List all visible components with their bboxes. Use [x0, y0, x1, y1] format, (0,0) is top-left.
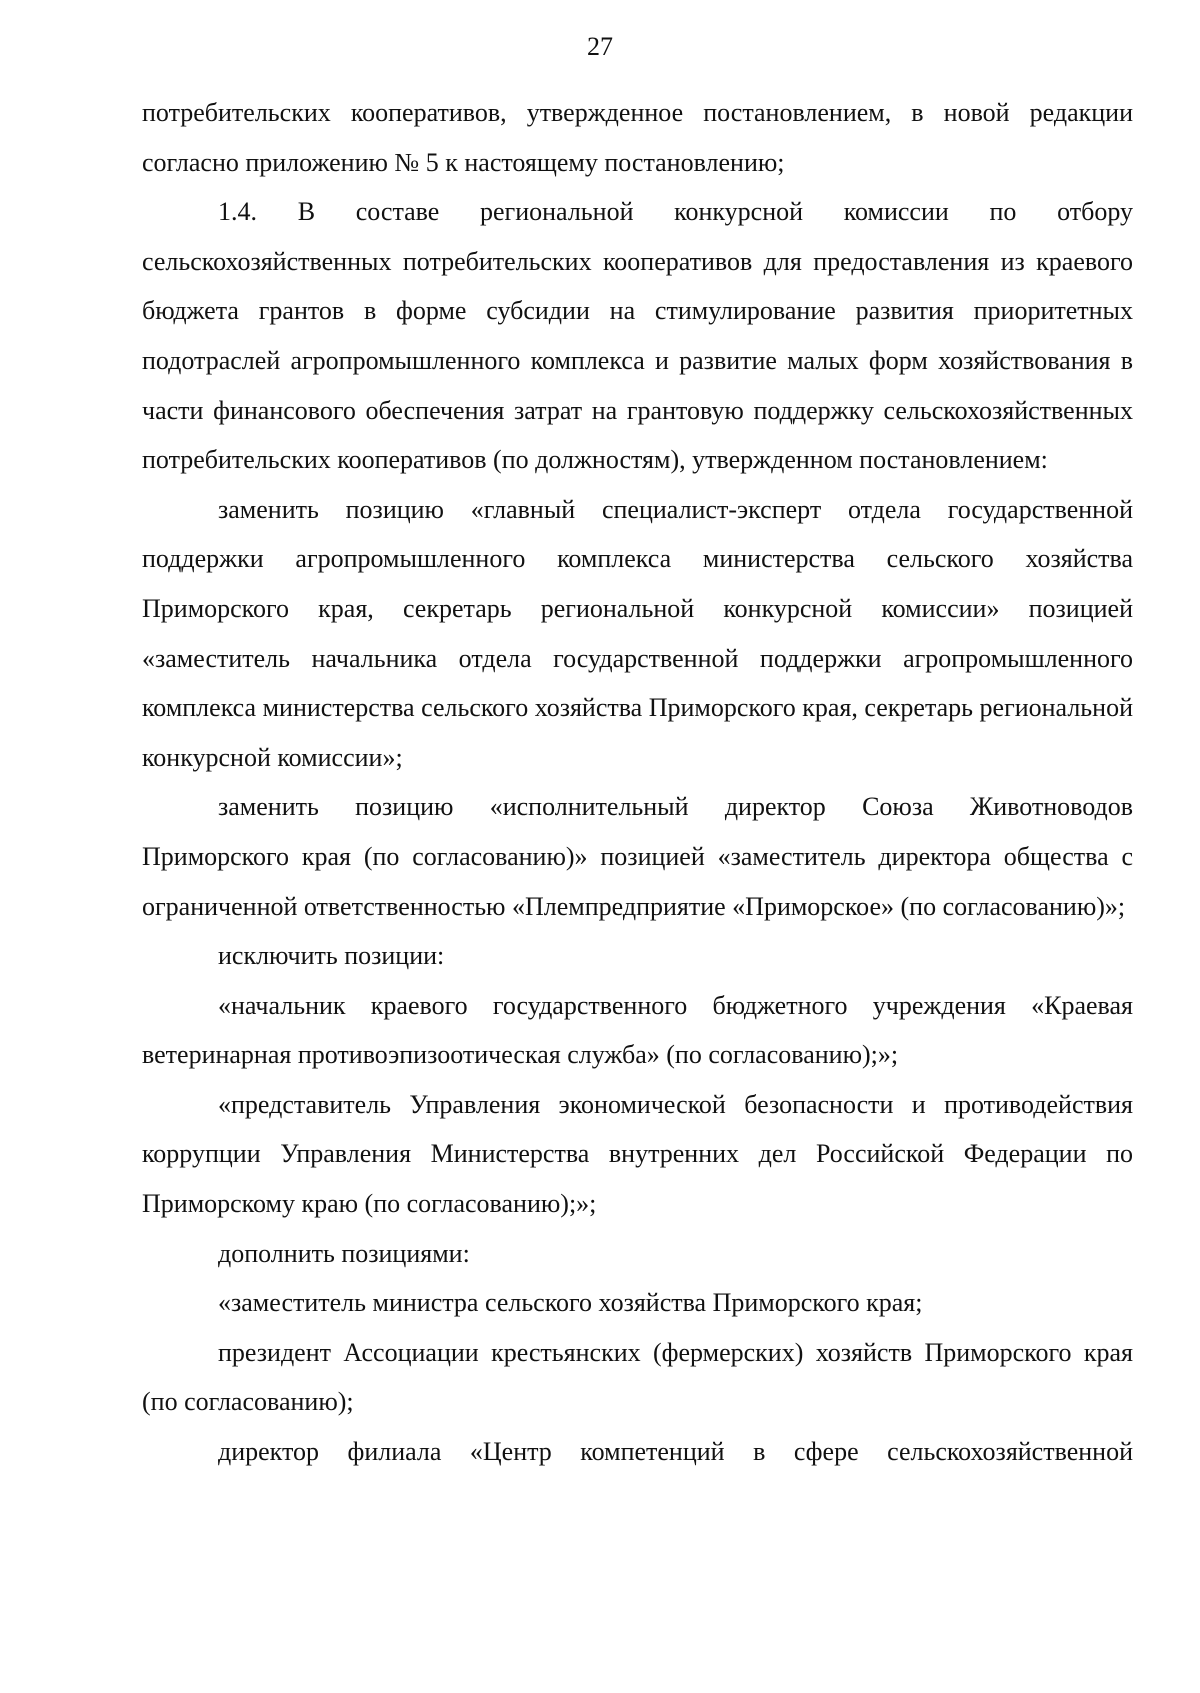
paragraph-replace-position-2: заменить позицию «исполнительный директор Союза Животноводов Приморского края (по согласованию)» позицией «заместитель директора общества с ограниченной ответственностью «Племпредприятие «Приморское» (по согласованию)»;	[142, 792, 1133, 921]
paragraph-add-position-3: директор филиала «Центр компетенций в сфере сельскохозяйственной	[218, 1437, 1133, 1467]
paragraph-add-position-2: президент Ассоциации крестьянских (фермерских) хозяйств Приморского края (по согласованию);	[142, 1337, 1133, 1417]
paragraph-add-position-1: «заместитель министра сельского хозяйства Приморского края;	[218, 1288, 923, 1318]
paragraph-add-heading: дополнить позициями:	[218, 1238, 470, 1268]
paragraph-exclude-heading: исключить позиции:	[218, 941, 445, 971]
paragraph-continuation: потребительских кооперативов, утвержденное постановлением, в новой редакции согласно приложению № 5 к настоящему постановлению;	[142, 98, 1133, 177]
paragraph-item-1-4: 1.4. В составе региональной конкурсной комиссии по отбору сельскохозяйственных потребительских кооперативов для предоставления из краевого бюджета грантов в форме субсидии на стимулирование развития приоритетных подотраслей агропромышленного комплекса и развитие малых форм хозяйствования в части финансового обеспечения затрат на грантовую поддержку сельскохозяйственных потребительских кооперативов (по должностям), утвержденном постановлением:	[142, 197, 1133, 475]
paragraph-exclude-position-1: «начальник краевого государственного бюджетного учреждения «Краевая ветеринарная противоэпизоотическая служба» (по согласованию);»;	[142, 990, 1133, 1070]
document-body	[142, 88, 1133, 1477]
paragraph-replace-position-1: заменить позицию «главный специалист-эксперт отдела государственной поддержки агропромышленного комплекса министерства сельского хозяйства Приморского края, секретарь региональной конкурсной комиссии» позицией «заместитель начальника отдела государственной поддержки агропромышленного комплекса министерства сельского хозяйства Приморского края, секретарь региональной конкурсной комиссии»;	[142, 494, 1133, 772]
page-number: 27	[587, 32, 613, 61]
paragraph-exclude-position-2: «представитель Управления экономической безопасности и противодействия коррупции Управления Министерства внутренних дел Российской Федерации по Приморскому краю (по согласованию);»;	[142, 1089, 1133, 1219]
